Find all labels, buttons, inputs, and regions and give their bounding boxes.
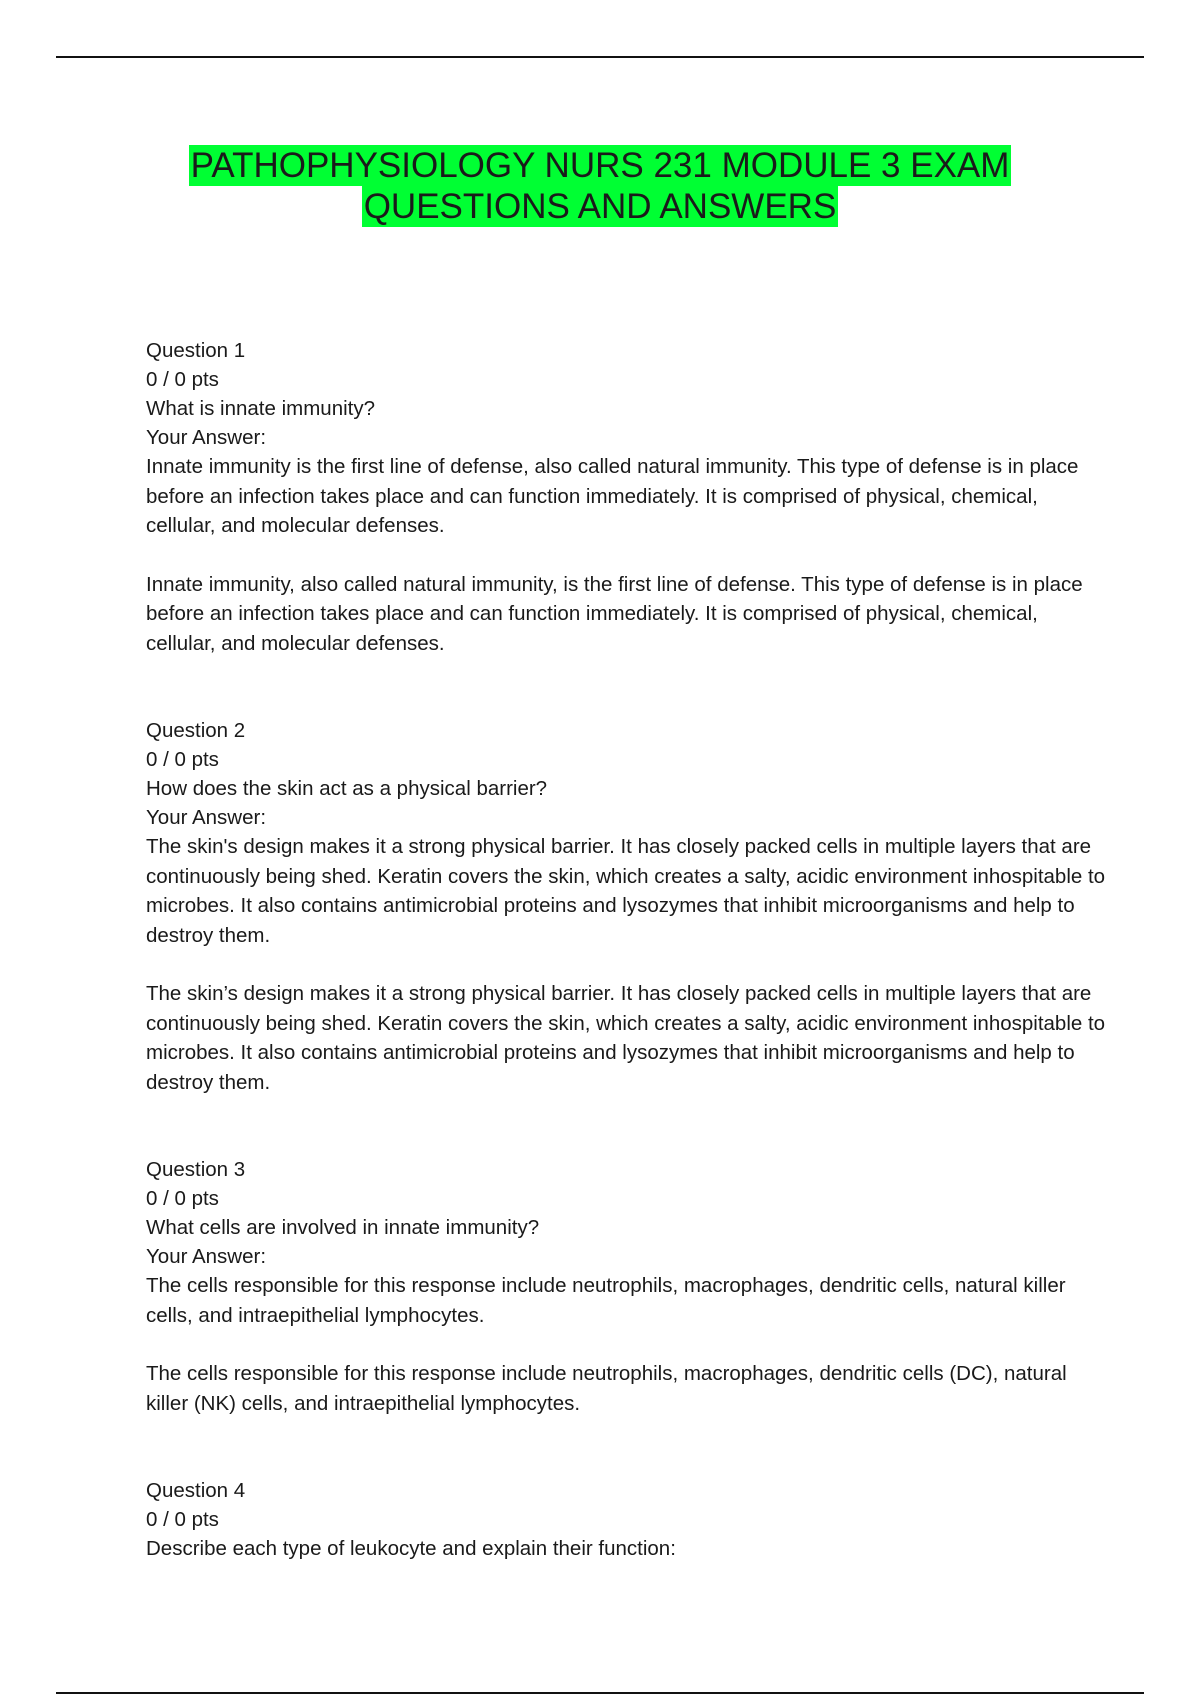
- question-points: 0 / 0 pts: [146, 1508, 219, 1531]
- question-points: 0 / 0 pts: [146, 748, 219, 771]
- your-answer-label: Your Answer:: [146, 1245, 267, 1268]
- question-prompt: Describe each type of leukocyte and explain their function:: [146, 1537, 676, 1560]
- questions-body: [146, 336, 1106, 1563]
- question-number: Question 3: [146, 1158, 246, 1181]
- your-answer-text: Innate immunity is the first line of defense, also called natural immunity. This type of defense is in place before an infection takes place and can function immediately. It is comprised of physical, chemical, cellular, and molecular defenses.: [146, 455, 1079, 537]
- question-prompt: What is innate immunity?: [146, 397, 376, 420]
- question-prompt: What cells are involved in innate immunity?: [146, 1216, 540, 1239]
- question-block-4: [146, 1476, 1106, 1563]
- reference-answer-text: The cells responsible for this response include neutrophils, macrophages, dendritic cells (DC), natural killer (NK) cells, and intraepithelial lymphocytes.: [146, 1362, 1067, 1415]
- reference-answer-text: Innate immunity, also called natural immunity, is the first line of defense. This type of defense is in place before an infection takes place and can function immediately. It is comprised of physical, chemical, cellular, and molecular defenses.: [146, 572, 1083, 655]
- your-answer-text: The cells responsible for this response include neutrophils, macrophages, dendritic cells, natural killer cells, and intraepithelial lymphocytes.: [146, 1274, 1066, 1327]
- question-block-2: [146, 716, 1106, 1097]
- bottom-rule: [56, 1692, 1144, 1694]
- your-answer-label: Your Answer:: [146, 806, 267, 829]
- your-answer-label: Your Answer:: [146, 426, 267, 449]
- reference-answer-text: The skin’s design makes it a strong physical barrier. It has closely packed cells in multiple layers that are continuously being shed. Keratin covers the skin, which creates a salty, acidic environment inhospitable to microbes. It also contains antimicrobial proteins and lysozymes that inhibit microorganisms and help to destroy them.: [146, 982, 1106, 1094]
- title-line-1: PATHOPHYSIOLOGY NURS 231 MODULE 3 EXAM: [190, 146, 1010, 185]
- document-title: [0, 145, 1200, 227]
- question-prompt: How does the skin act as a physical barrier?: [146, 777, 548, 800]
- your-answer-text: The skin's design makes it a strong physical barrier. It has closely packed cells in multiple layers that are continuously being shed. Keratin covers the skin, which creates a salty, acidic environment inhospitable to microbes. It also contains antimicrobial proteins and lysozymes that inhibit microorganisms and help to destroy them.: [146, 835, 1106, 947]
- top-rule: [56, 56, 1144, 58]
- question-points: 0 / 0 pts: [146, 1187, 219, 1210]
- question-number: Question 4: [146, 1479, 246, 1502]
- question-block-1: [146, 336, 1106, 658]
- question-block-3: [146, 1155, 1106, 1418]
- question-number: Question 1: [146, 339, 246, 362]
- question-number: Question 2: [146, 719, 246, 742]
- title-line-2: QUESTIONS AND ANSWERS: [363, 187, 837, 226]
- question-points: 0 / 0 pts: [146, 368, 219, 391]
